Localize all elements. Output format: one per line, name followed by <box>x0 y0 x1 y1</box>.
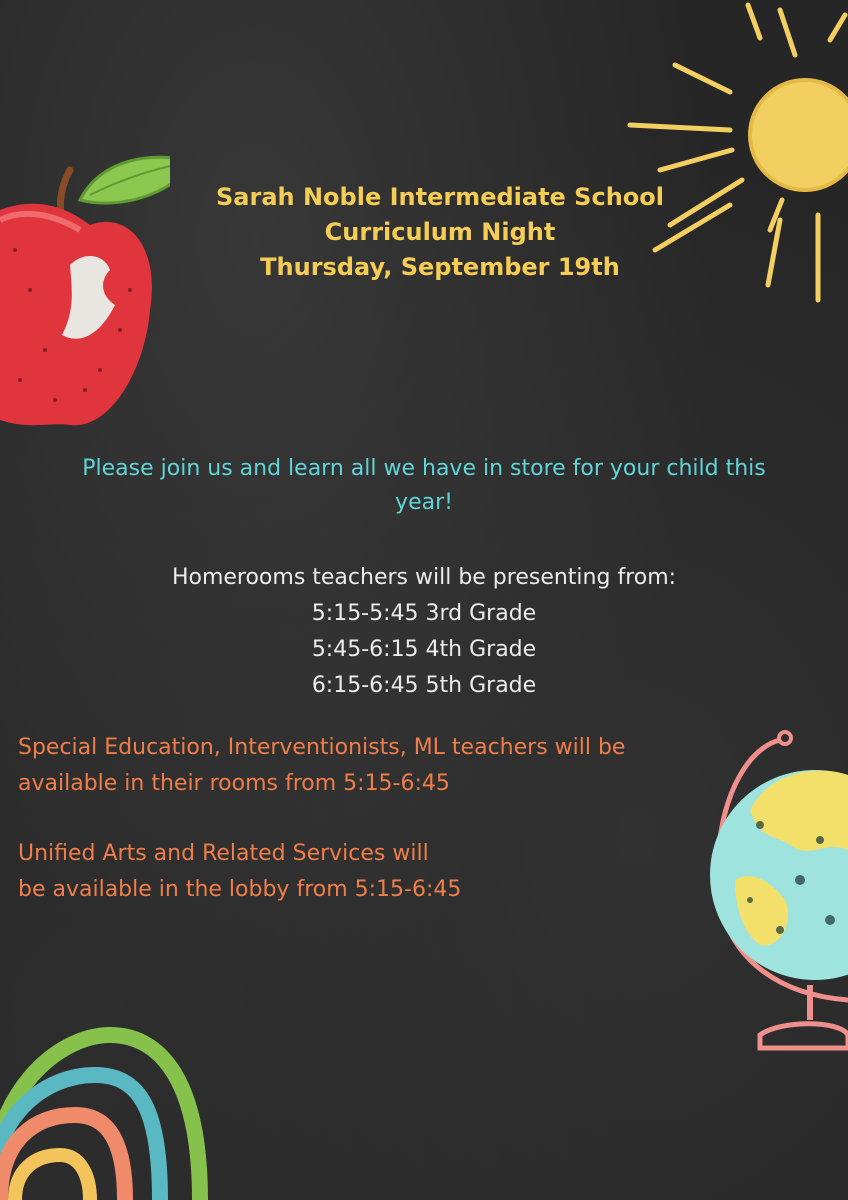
special-services-line-2: available in their rooms from 5:15-6:45 <box>18 771 450 796</box>
event-header <box>140 180 740 285</box>
homeroom-schedule <box>0 560 848 704</box>
unified-arts-line-1: Unified Arts and Related Services will <box>18 841 429 866</box>
schedule-intro: Homerooms teachers will be presenting from: <box>171 565 677 590</box>
special-services-notice <box>18 730 778 802</box>
unified-arts-line-2: be available in the lobby from 5:15-6:45 <box>18 877 462 902</box>
schedule-session: 5:45-6:15 4th Grade <box>311 637 537 662</box>
event-name: Curriculum Night <box>324 218 556 246</box>
event-date: Thursday, September 19th <box>260 253 620 281</box>
invitation-line-1: Please join us and learn all we have in store for your child this <box>82 456 766 481</box>
invitation-text <box>0 452 848 520</box>
rainbow-icon <box>0 1020 210 1200</box>
unified-arts-notice <box>18 836 778 908</box>
special-services-line-1: Special Education, Interventionists, ML teachers will be <box>18 735 626 760</box>
school-name: Sarah Noble Intermediate School <box>216 183 664 211</box>
schedule-session: 6:15-6:45 5th Grade <box>311 673 537 698</box>
schedule-session: 5:15-5:45 3rd Grade <box>311 601 537 626</box>
invitation-line-2: year! <box>395 490 453 515</box>
